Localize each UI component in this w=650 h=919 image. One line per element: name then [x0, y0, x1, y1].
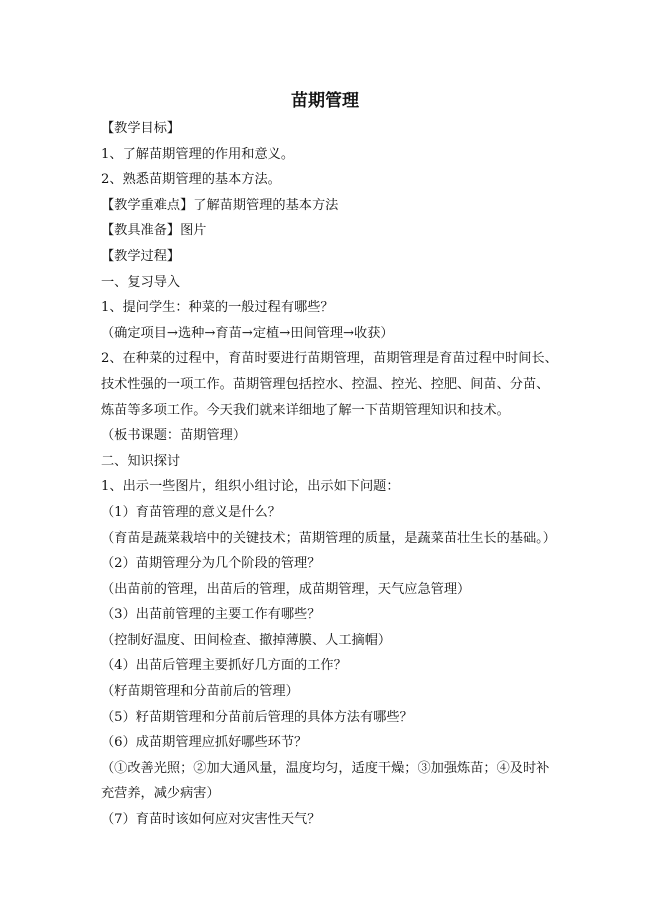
- question-6: （6）成苗期管理应抓好哪些环节？: [101, 735, 308, 751]
- answer-4: （籽苗期管理和分苗前后的管理）: [101, 684, 299, 700]
- section-heading-process: 【教学过程】: [101, 248, 181, 264]
- subheading-knowledge: 二、知识探讨: [101, 453, 181, 469]
- document-body: [101, 116, 561, 833]
- section-heading-objectives: 【教学目标】: [101, 121, 181, 136]
- teaching-aids: 【教具准备】图片: [101, 223, 207, 239]
- review-answer-1: （确定项目→选种→育苗→定植→田间管理→收获）: [101, 325, 394, 341]
- answer-1: （育苗是蔬菜栽培中的关键技术；苗期管理的质量，是蔬菜苗壮生长的基础。）: [101, 530, 556, 546]
- answer-3: （控制好温度、田间检查、撤掉薄膜、人工摘帽）: [101, 632, 392, 648]
- question-4: （4）出苗后管理主要抓好几方面的工作？: [101, 658, 347, 674]
- review-question-1: 1、提问学生：种菜的一般过程有哪些？: [101, 300, 334, 316]
- question-5: （5）籽苗期管理和分苗前后管理的具体方法有哪些？: [101, 709, 413, 725]
- review-paragraph-2: 2、在种菜的过程中，育苗时要进行苗期管理，苗期管理是育苗过程中时间长、技术性强的一项工作。苗期管理包括控水、控温、控光、控肥、间苗、分苗、炼苗等多项工作。今天我们就来详细地了解一下苗期管理知识和技术。: [101, 351, 558, 418]
- question-1: （1）育苗管理的意义是什么？: [101, 504, 281, 520]
- board-title-note: （板书课题：苗期管理）: [101, 428, 247, 444]
- subheading-review: 一、复习导入: [101, 274, 181, 290]
- question-3: （3）出苗前管理的主要工作有哪些？: [101, 607, 321, 623]
- document-title: 苗期管理: [291, 91, 359, 111]
- knowledge-intro: 1、出示一些图片，组织小组讨论，出示如下问题：: [101, 479, 400, 495]
- objective-item-1: 1、了解苗期管理的作用和意义。: [101, 146, 295, 162]
- answer-2: （出苗前的管理，出苗后的管理，成苗期管理，天气应急管理）: [101, 581, 471, 597]
- objective-item-2: 2、熟悉苗期管理的基本方法。: [101, 172, 281, 188]
- question-7: （7）育苗时该如何应对灾害性天气？: [101, 812, 321, 828]
- key-difficulty: 【教学重难点】了解苗期管理的基本方法: [101, 197, 339, 213]
- answer-6: （①改善光照；②加大通风量，温度均匀，适度干燥；③加强炼苗；④及时补充营养，减少病害）: [101, 760, 550, 802]
- question-2: （2）苗期管理分为几个阶段的管理？: [101, 556, 321, 572]
